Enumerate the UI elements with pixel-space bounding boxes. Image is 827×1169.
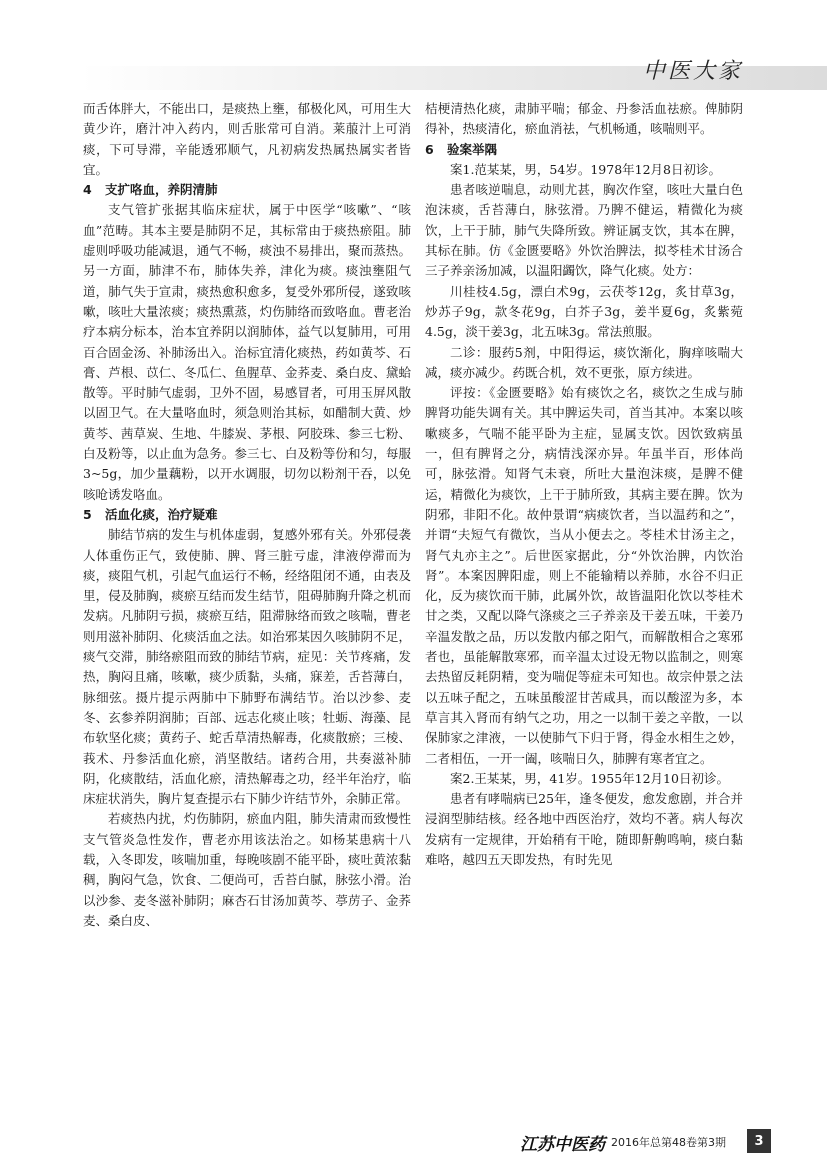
column-title: 中医大家 <box>642 59 743 84</box>
section-heading-6: 6 验案举隅 <box>425 141 498 157</box>
left-column <box>83 99 411 931</box>
page-number: 3 <box>747 1129 771 1153</box>
case-header: 案2.王某某，男，41岁。1955年12月10日初诊。 <box>450 770 729 786</box>
section-heading-5: 5 活血化痰，治疗疑难 <box>83 506 218 522</box>
paragraph: 患者有哮喘病已25年，逢冬便发，愈发愈剧，并合并浸润型肺结核。经各地中西医治疗，效均不著。病人每次发病有一定规律，开始稍有干呛，随即鼾齁鸣响，痰白黏难咯，越四五天即发热，有时先见 <box>425 791 743 867</box>
issue-info: 2016年总第48卷第3期 <box>611 1136 726 1149</box>
paragraph: 患者咳逆喘息，动则尤甚，胸次作窒，咳吐大量白色泡沫痰，舌苔薄白，脉弦滑。乃脾不健运，精微化为痰饮，上干于肺，肺气失降所致。辨证属支饮，其本在脾，其标在肺。仿《金匮要略》外饮治脾法，拟苓桂术甘汤合三子养亲汤加减，以温阳蠲饮，降气化痰。处方： <box>425 182 743 279</box>
paragraph: 肺结节病的发生与机体虚弱，复感外邪有关。外邪侵袭人体重伤正气，致使肺、脾、肾三脏亏虚，津液停滞而为痰，痰阻气机，引起气血运行不畅，经络阻闭不通，由表及里，侵及肺胸，痰瘀互结而发生结节，阻碍肺胸升降之机而发病。凡肺阴亏损，痰瘀互结，阻滞脉络而致之咳喘，曹老则用滋补肺阴、化痰活血之法。如治邪某因久咳肺阴不足，痰气交滞，肺络瘀阻而致的肺结节病，症见：关节疼痛，发热，胸闷且痛，咳嗽，痰少质黏，头痛，寐差，舌苔薄白，脉细弦。摄片提示两肺中下肺野布满结节。治以沙参、麦冬、玄参养阴润肺；百部、远志化痰止咳；牡蛎、海藻、昆布软坚化痰；黄药子、蛇舌草清热解毒，化痰散瘀；三棱、莪术、丹参活血化瘀，消坚散结。诸药合用，共奏滋补肺阴，化痰散结，活血化瘀，清热解毒之功，经半年治疗，临床症状消失，胸片复查提示右下肺少许结节外，余肺正常。 <box>83 527 411 807</box>
prescription: 川桂枝4.5g，漂白术9g，云茯苓12g，炙甘草3g，炒苏子9g，款冬花9g，白芥子3g，姜半夏6g，炙紫菀4.5g，淡干姜3g，北五味3g。常法煎服。 <box>425 283 743 340</box>
paragraph: 二诊：服药5剂，中阳得运，痰饮渐化，胸痒咳喘大减，痰亦减少。药既合机，效不更张，原方续进。 <box>425 344 743 380</box>
paragraph: 而舌体胖大，不能出口，是痰热上壅，郁极化风，可用生大黄少许，磨汁冲入药内，则舌胀常可自消。莱菔汁上可消痰，下可导滞，辛能透邪顺气，凡初病发热属热属实者皆宜。 <box>83 101 411 177</box>
paragraph: 桔梗清热化痰，肃肺平喘；郁金、丹参活血祛瘀。俾肺阴得补，热痰清化，瘀血消祛，气机畅通，咳喘则平。 <box>425 101 743 137</box>
right-column <box>425 99 743 870</box>
case-header: 案1.范某某，男，54岁。1978年12月8日初诊。 <box>450 161 722 177</box>
journal-logo: 江苏中医药 <box>520 1134 605 1155</box>
commentary: 评按：《金匮要略》始有痰饮之名，痰饮之生成与肺脾肾功能失调有关。其中脾运失司，首当其冲。本案以咳嗽痰多，气喘不能平卧为主症，显属支饮。因饮致病虽一，但有脾肾之分，病情浅深亦异。年虽半百，形体尚可，脉弦滑。知肾气未衰，所吐大量泡沫痰，是脾不健运，精微化为痰饮，上干于肺所致，其病主要在脾。饮为阴邪，非阳不化。故仲景谓“病痰饮者，当以温药和之”，并谓“夫短气有微饮，当从小便去之。苓桂术甘汤主之，肾气丸亦主之”。后世医家据此，分“外饮治脾，内饮治肾”。本案因脾阳虚，则上不能输精以养肺，水谷不归正化，反为痰饮而干肺，此属外饮，故皆温阳化饮以苓桂术甘之类，又配以降气涤痰之三子养亲及干姜五味，干姜乃辛温发散之品，历以发散内郁之阳气，而解散相合之寒邪者也，虽能解散寒邪，而辛温太过设无物以监制之，则寒去热留反耗阴精，变为喘促等症未可知也。故宗仲景之法以五味子配之，五味虽酸涩甘苦咸具，而以酸涩为多，本草言其入肾而有纳气之功，用之一以制干姜之辛散，一以保肺家之津液，一以使肺气下归于肾，得金水相生之妙，二者相伍，一开一阖，咳喘日久，肺脾有寒者宜之。 <box>425 385 743 766</box>
paragraph: 支气管扩张据其临床症状，属于中医学“咳嗽”、“咳血”范畴。其本主要是肺阴不足，其标常由于痰热瘀阻。肺虚则呼吸功能减退，通气不畅，痰浊不易排出，聚而蒸热。另一方面，肺津不布，肺体失养，津化为痰。痰浊壅阻气道，肺气失于宣肃，痰热愈积愈多，复受外邪所侵，遂致咳嗽，咳吐大量浓痰；痰热熏蒸，灼伤肺络而致咯血。曹老治疗本病分标本，治本宜养阴以润肺体，益气以复肺用，可用百合固金汤、补肺汤出入。治标宜清化痰热，药如黄芩、石膏、芦根、苡仁、冬瓜仁、鱼腥草、金荞麦、桑白皮、黛蛤散等。平时肺气虚弱，卫外不固，易感冒者，可用玉屏风散以固卫气。在大量咯血时，须急则治其标，如醋制大黄、炒黄芩、茜草炭、生地、牛膝炭、茅根、阿胶珠、参三七粉、白及粉等，以止血为急务。参三七、白及粉等份和匀，每服3~5g，加少量藕粉，以开水调服，切勿以粉剂干吞，以免咳呛诱发咯血。 <box>83 202 411 502</box>
section-heading-4: 4 支扩咯血，养阴清肺 <box>83 182 218 198</box>
paragraph: 若痰热内扰，灼伤肺阴，瘀血内阻，肺失清肃而致慢性支气管炎急性发作，曹老亦用该法治之。如杨某患病十八载，入冬即发，咳喘加重，每晚咳剧不能平卧，痰吐黄浓黏稠，胸闷气急，饮食、二便尚可，舌苔白腻，脉弦小滑。治以沙参、麦冬滋补肺阴；麻杏石甘汤加黄芩、葶苈子、金荞麦、桑白皮、 <box>83 811 411 928</box>
footer <box>520 1130 760 1154</box>
